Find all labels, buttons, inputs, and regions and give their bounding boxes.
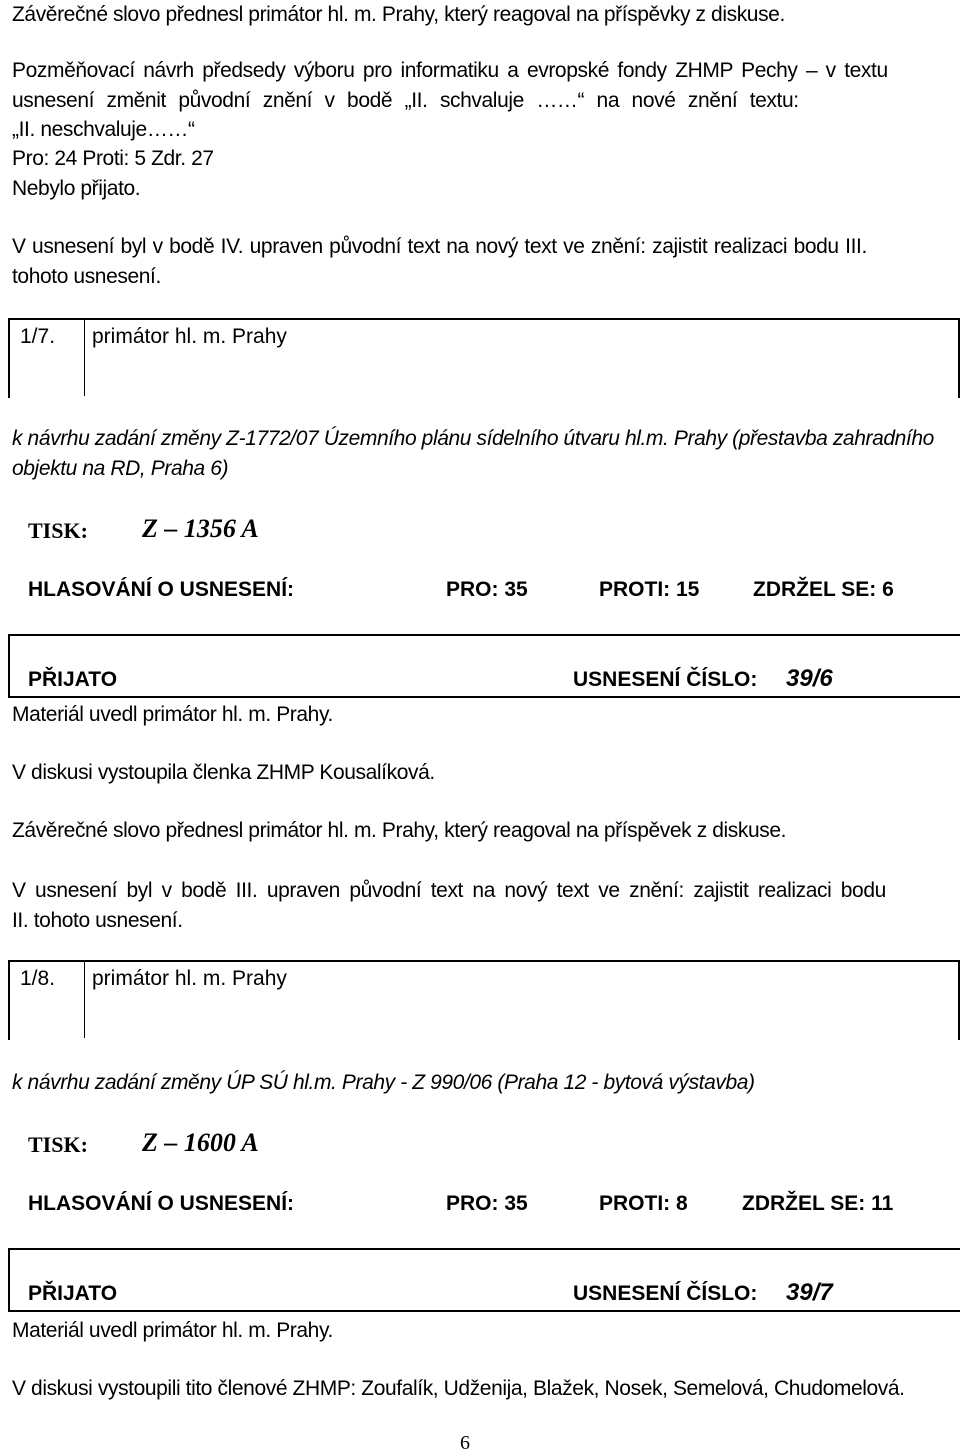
vote-proti: PROTI: 15 (599, 578, 700, 601)
vote-label: HLASOVÁNÍ O USNESENÍ: (28, 1192, 295, 1215)
item-presenter: primátor hl. m. Prahy (92, 967, 287, 990)
amendment-text-line-2: usnesení změnit původní znění v bodě „II. schvaluje ……“ na nové znění textu: (12, 89, 799, 112)
item-subject-line-2: objektu na RD, Praha 6) (12, 457, 229, 480)
item-divider-line (84, 320, 85, 396)
closing-remarks-text: Závěrečné slovo přednesl primátor hl. m. Prahy, který reagoval na příspěvek z diskuse. (12, 819, 787, 842)
closing-remarks-text: Závěrečné slovo přednesl primátor hl. m. Prahy, který reagoval na příspěvky z diskuse. (12, 3, 785, 26)
tisk-label: TISK: (28, 1132, 88, 1157)
vote-zdrzel: ZDRŽEL SE: 11 (742, 1192, 894, 1215)
result-status: PŘIJATO (28, 1282, 118, 1305)
vote-pro: PRO: 35 (446, 578, 528, 601)
item-number: 1/7. (20, 325, 56, 348)
presented-by-text: Materiál uvedl primátor hl. m. Prahy. (12, 703, 333, 726)
page-number: 6 (460, 1432, 470, 1454)
resolution-number: 39/7 (786, 1279, 833, 1306)
amendment-result: Nebylo přijato. (12, 177, 141, 200)
resolution-change-line-1: V usnesení byl v bodě III. upraven původní text na nový text ve znění: zajistit realizaci bodu (12, 879, 886, 902)
item-divider-line (84, 962, 85, 1038)
result-status: PŘIJATO (28, 668, 118, 691)
amendment-text-line-1: Pozměňovací návrh předsedy výboru pro informatiku a evropské fondy ZHMP Pechy – v textu (12, 59, 888, 82)
tisk-number: Z – 1600 A (142, 1128, 259, 1157)
resolution-number: 39/6 (786, 665, 833, 692)
vote-proti: PROTI: 8 (599, 1192, 688, 1215)
resolution-change-text-line-1: V usnesení byl v bodě IV. upraven původní text na nový text ve znění: zajistit realizaci bodu III. (12, 235, 867, 258)
resolution-change-text-line-2: tohoto usnesení. (12, 265, 161, 288)
vote-label: HLASOVÁNÍ O USNESENÍ: (28, 578, 295, 601)
tisk-number: Z – 1356 A (142, 514, 259, 543)
tisk-label: TISK: (28, 518, 88, 543)
resolution-label: USNESENÍ ČÍSLO: (573, 1282, 758, 1305)
resolution-label: USNESENÍ ČÍSLO: (573, 668, 758, 691)
discussion-text: V diskusi vystoupila členka ZHMP Kousalíková. (12, 761, 435, 784)
amendment-vote-counts: Pro: 24 Proti: 5 Zdr. 27 (12, 147, 214, 170)
resolution-change-line-2: II. tohoto usnesení. (12, 909, 183, 932)
item-subject-line-1: k návrhu zadání změny ÚP SÚ hl.m. Prahy - Z 990/06 (Praha 12 - bytová výstavba) (12, 1071, 755, 1094)
item-subject-line-1: k návrhu zadání změny Z-1772/07 Územního plánu sídelního útvaru hl.m. Prahy (přestavba zahradního (12, 427, 934, 450)
vote-pro: PRO: 35 (446, 1192, 528, 1215)
vote-zdrzel: ZDRŽEL SE: 6 (753, 578, 894, 601)
discussion-text: V diskusi vystoupili tito členové ZHMP: Zoufalík, Udženija, Blažek, Nosek, Semelová, Chudomelová. (12, 1377, 905, 1400)
item-presenter: primátor hl. m. Prahy (92, 325, 287, 348)
presented-by-text: Materiál uvedl primátor hl. m. Prahy. (12, 1319, 333, 1342)
item-number: 1/8. (20, 967, 56, 990)
amendment-text-line-3: „II. neschvaluje……“ (12, 118, 195, 141)
